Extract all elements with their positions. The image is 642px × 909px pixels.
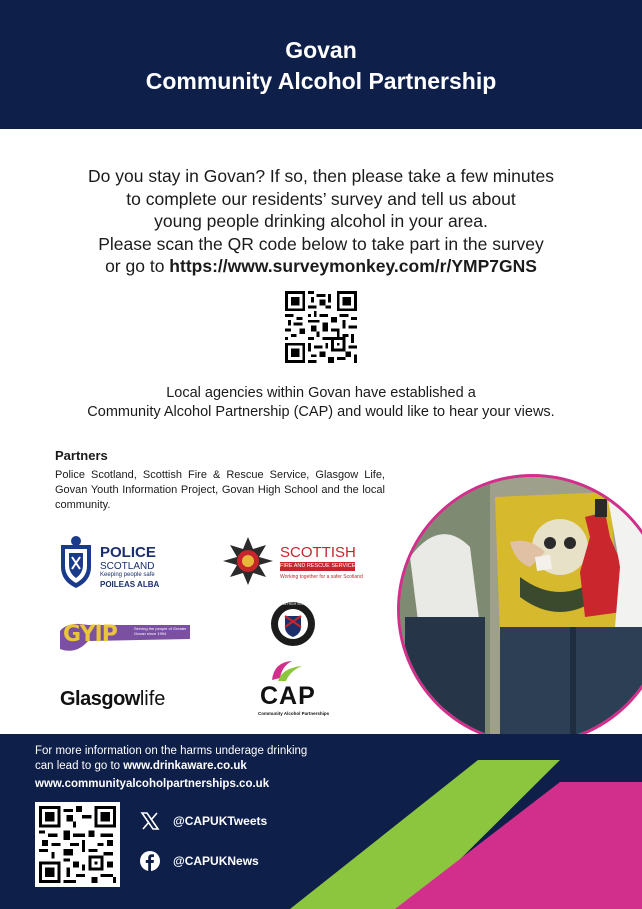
partners-text: Police Scotland, Scottish Fire & Rescue Service, Glasgow Life, Govan Youth Information Project, Govan High School and the local community.: [55, 469, 385, 511]
glasgow-life-logo: [60, 688, 185, 714]
intro-line2: to complete our residents’ survey and tell us about: [126, 188, 516, 209]
agencies-text: [0, 384, 642, 422]
footer-qr-frame: [35, 802, 120, 887]
school-logo-name: GOVAN HIGH SCHOOL: [274, 602, 312, 606]
x-twitter-icon[interactable]: [140, 811, 160, 831]
agencies-line1: Local agencies within Govan have established a: [166, 385, 476, 401]
header-title-line1: Govan: [285, 37, 357, 63]
footer-info-line2: [35, 759, 307, 774]
agencies-line2: Community Alcohol Partnership (CAP) and would like to hear your views.: [87, 404, 555, 420]
survey-qr-code[interactable]: [285, 291, 357, 363]
footer-qr-code[interactable]: [39, 806, 116, 883]
govan-high-school-logo: [270, 601, 316, 647]
fire-logo-sub: FIRE AND RESCUE SERVICE: [280, 563, 355, 569]
intro-line5: [0, 255, 642, 278]
gyip-logo-name: GYIP: [63, 622, 117, 647]
police-logo-tagline: Keeping people safe: [100, 572, 155, 578]
footer-info: [35, 744, 307, 792]
scottish-fire-logo: [223, 537, 363, 585]
police-crest-icon: [57, 535, 95, 590]
gyip-logo: [58, 617, 193, 657]
intro-text: [0, 165, 642, 278]
police-logo-gaelic: POILEAS ALBA: [100, 580, 160, 589]
facebook-handle[interactable]: @CAPUKNews: [173, 854, 259, 868]
teenagers-drinking-illustration: [400, 477, 642, 742]
teenagers-photo: [397, 474, 642, 745]
drinkaware-link[interactable]: www.drinkaware.co.uk: [123, 760, 247, 772]
footer: [0, 734, 642, 909]
glasgow-life-light: life: [139, 688, 166, 710]
intro-line3: young people drinking alcohol in your area.: [154, 211, 488, 231]
cap-logo-sub: Community Alcohol Partnerships: [258, 711, 330, 716]
partners-title: Partners: [55, 448, 108, 463]
glasgow-life-bold: Glasgow: [60, 688, 140, 710]
cap-logo-name: CAP: [260, 682, 316, 710]
intro-line5-prefix: or go to: [105, 256, 170, 276]
police-scotland-logo: [57, 535, 177, 590]
cap-website-link[interactable]: www.communityalcoholpartnerships.co.uk: [35, 778, 270, 790]
fire-logo-name: SCOTTISH: [280, 544, 356, 561]
police-logo-name: POLICE: [100, 544, 156, 561]
facebook-icon[interactable]: [140, 851, 160, 871]
fire-crest-icon: [223, 537, 273, 585]
cap-logo: [258, 658, 328, 720]
twitter-handle[interactable]: @CAPUKTweets: [173, 814, 268, 828]
header-title-line2: Community Alcohol Partnership: [145, 68, 497, 94]
footer-info-line1: For more information on the harms underage drinking: [35, 745, 308, 757]
survey-link[interactable]: https://www.surveymonkey.com/r/YMP7GNS: [169, 256, 537, 276]
header-banner: [0, 0, 642, 129]
intro-line1: Do you stay in Govan? If so, then please take a few minutes: [88, 166, 554, 186]
footer-info-line2-prefix: can lead to go to: [35, 760, 124, 772]
intro-line4: Please scan the QR code below to take part in the survey: [98, 233, 544, 254]
school-crest-icon: [270, 601, 316, 647]
cap-swirl-icon: [268, 658, 308, 684]
gyip-logo-tagline: Serving the people of Greater Govan since 1994: [134, 626, 187, 636]
fire-logo-tagline: Working together for a safer Scotland: [280, 574, 363, 580]
police-logo-sub: SCOTLAND: [100, 561, 155, 572]
